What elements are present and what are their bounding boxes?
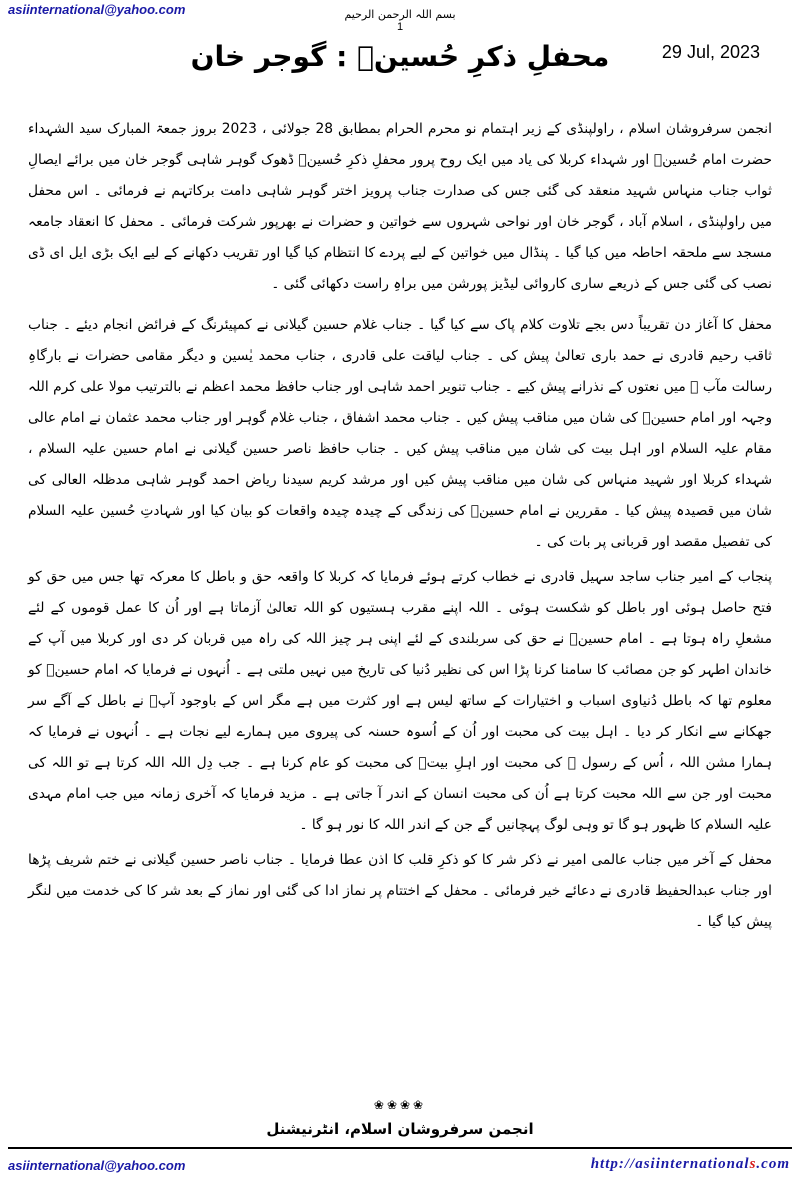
footer-url[interactable] xyxy=(591,1156,790,1173)
header-email[interactable]: asiinternational@yahoo.com xyxy=(8,2,186,17)
article-body xyxy=(28,114,772,942)
url-prefix: http://asiinternational xyxy=(590,1156,750,1172)
footer-rule xyxy=(8,1147,792,1149)
ornament-divider: ❀❀❀❀ xyxy=(373,1098,427,1112)
paragraph: محفل کا آغاز دن تقریباً دس بجے تلاوت کلام پاک سے کیا گیا ۔ جناب غلام حسین گیلانی نے کمپیئرنگ کے فرائض انجام دیئے ۔ جناب ثاقب رحیم قادری نے حمد باری تعالیٰ پیش کی ۔ جناب لیاقت علی قادری ، جناب محمد یٰسین و دیگر مقامی حضرات نے بارگاہِ رسالت مآب ﷺ میں نعتوں کے نذرانے پیش کیے ۔ جناب تنویر احمد شاہی اور جناب حافظ محمد اعظم نے بالترتیب مولا علی کرم اللہ وجہہ اور امام حسینؑ کی شان میں مناقب پیش کیں ۔ جناب محمد اشفاق ، جناب غلام گوہر اور جناب محمد عثمان نے امام عالی مقام علیہ السلام اور اہل بیت کی شان میں مناقب پیش کیں ۔ جناب حافظ ناصر حسین گیلانی نے امام حسین علیہ السلام ، شہداء کربلا اور شہید منہاس کی شان میں مناقب پیش کیں اور مرشد کریم سیدنا ریاض احمد گوہر شاہی مدظلہ العالی کی شان میں قصیدہ پیش کیا ۔ مقررین نے امام حسینؑ کی زندگی کے چیدہ چیدہ واقعات کو بیان کیا اور شہادتِ حُسین علیہ السلام کی تفصیل مقصد اور قربانی پر بات کی ۔ xyxy=(28,317,772,550)
paragraph: انجمن سرفروشان اسلام ، راولپنڈی کے زیر اہتمام نو محرم الحرام بمطابق 28 جولائی ، 2023 بروز جمعۃ المبارک سید الشہداء حضرت امام حُسینؑ اور شہداء کربلا کی یاد میں ایک روح پرور محفلِ ذکرِ حُسینؑ ڈھوک گوہر شاہی گوجر خان میں برائے ایصالِ ثواب جناب منہاس شہید منعقد کی گئی جس کی صدارت جناب پرویز اختر گوہر شاہی دامت برکاتہم نے فرمائی ۔ اس محفل میں راولپنڈی ، اسلام آباد ، گوجر خان اور نواحی شہروں سے خواتین و حضرات نے بھرپور شرکت فرمائی ۔ محفل کا انعقاد جامعہ مسجد سے ملحقہ احاطہ میں کیا گیا ۔ پنڈال میں خواتین کے لیے پردے کا انتظام کیا گیا اور تقریب دکھانے کے لیے ایک بڑی ایل ای ڈی نصب کی گئی جس کے ذریعے ساری کاروائی لیڈیز پورشن میں براہِ راست دکھائی گئی ۔ xyxy=(28,121,772,292)
bismillah: بسم اللہ الرحمن الرحیم xyxy=(344,8,456,21)
url-highlight: s xyxy=(749,1156,757,1172)
paragraph: پنجاب کے امیر جناب ساجد سہیل قادری نے خطاب کرتے ہوئے فرمایا کہ کربلا کا واقعہ حق و باطل کا معرکہ تھا جس میں حق کو فتح حاصل ہوئی اور باطل کو شکست ہوئی ۔ اللہ اپنے مقرب ہستیوں کو اللہ تعالیٰ آزماتا ہے اور اُن کا عمل قوموں کے لئے مشعلِ راہ ہوتا ہے ۔ امام حسینؑ نے حق کی سربلندی کے لئے اپنی ہر چیز اللہ کی راہ میں قربان کر دی اور کربلا میں آپ کے خاندان اطہر کو جن مصائب کا سامنا کرنا پڑا اس کی نظیر دُنیا کی تاریخ میں نہیں ملتی ہے ۔ اُنہوں نے فرمایا کہ امام حسینؑ کو معلوم تھا کہ باطل دُنیاوی اسباب و اختیارات کے ساتھ لیس ہے اور کثرت میں ہے مگر اس کے باوجود آپؑ نے باطل کے آگے سر جھکانے سے انکار کر دیا ۔ اہل بیت کی محبت اور اُن کے اُسوہ حسنہ کی پیروی میں ہمارے لیے نجات ہے ۔ اُنہوں نے فرمایا کہ ہمارا مشن اللہ ، اُس کے رسول ﷺ کی محبت اور اہلِ بیتؑ کی محبت کو عام کرنا ہے ۔ جب دِل اللہ اللہ کرتا ہے تو اللہ کی محبت اور جن سے اللہ محبت کرتا ہے اُن کی محبت انسان کے اندر آ جاتی ہے ۔ مزید فرمایا کہ آخری زمانہ میں جب امام مہدی علیہ السلام کا ظہور ہو گا تو وہی لوگ پہچانیں گے جن کے اندر اللہ کا نور ہو گا ۔ xyxy=(28,569,772,833)
page-number: 1 xyxy=(396,21,404,33)
footer-email[interactable]: asiinternational@yahoo.com xyxy=(8,1158,186,1173)
footer-organization: انجمن سرفروشان اسلام، انٹرنیشنل xyxy=(266,1120,534,1138)
page-title: محفلِ ذکرِ حُسینؑ : گوجر خان xyxy=(190,40,610,73)
paragraph: محفل کے آخر میں جناب عالمی امیر نے ذکر شر کا کو ذکرِ قلب کا اذن عطا فرمایا ۔ جناب ناصر حسین گیلانی نے ختم شریف پڑھا اور جناب عبدالحفیظ قادری نے دعائے خیر فرمائی ۔ محفل کے اختتام پر نماز ادا کی گئی اور نماز کے بعد شر کا کی خدمت میں لنگر پیش کیا گیا ۔ xyxy=(28,852,772,930)
url-suffix: .com xyxy=(756,1156,790,1172)
date: 29 Jul, 2023 xyxy=(661,42,760,62)
